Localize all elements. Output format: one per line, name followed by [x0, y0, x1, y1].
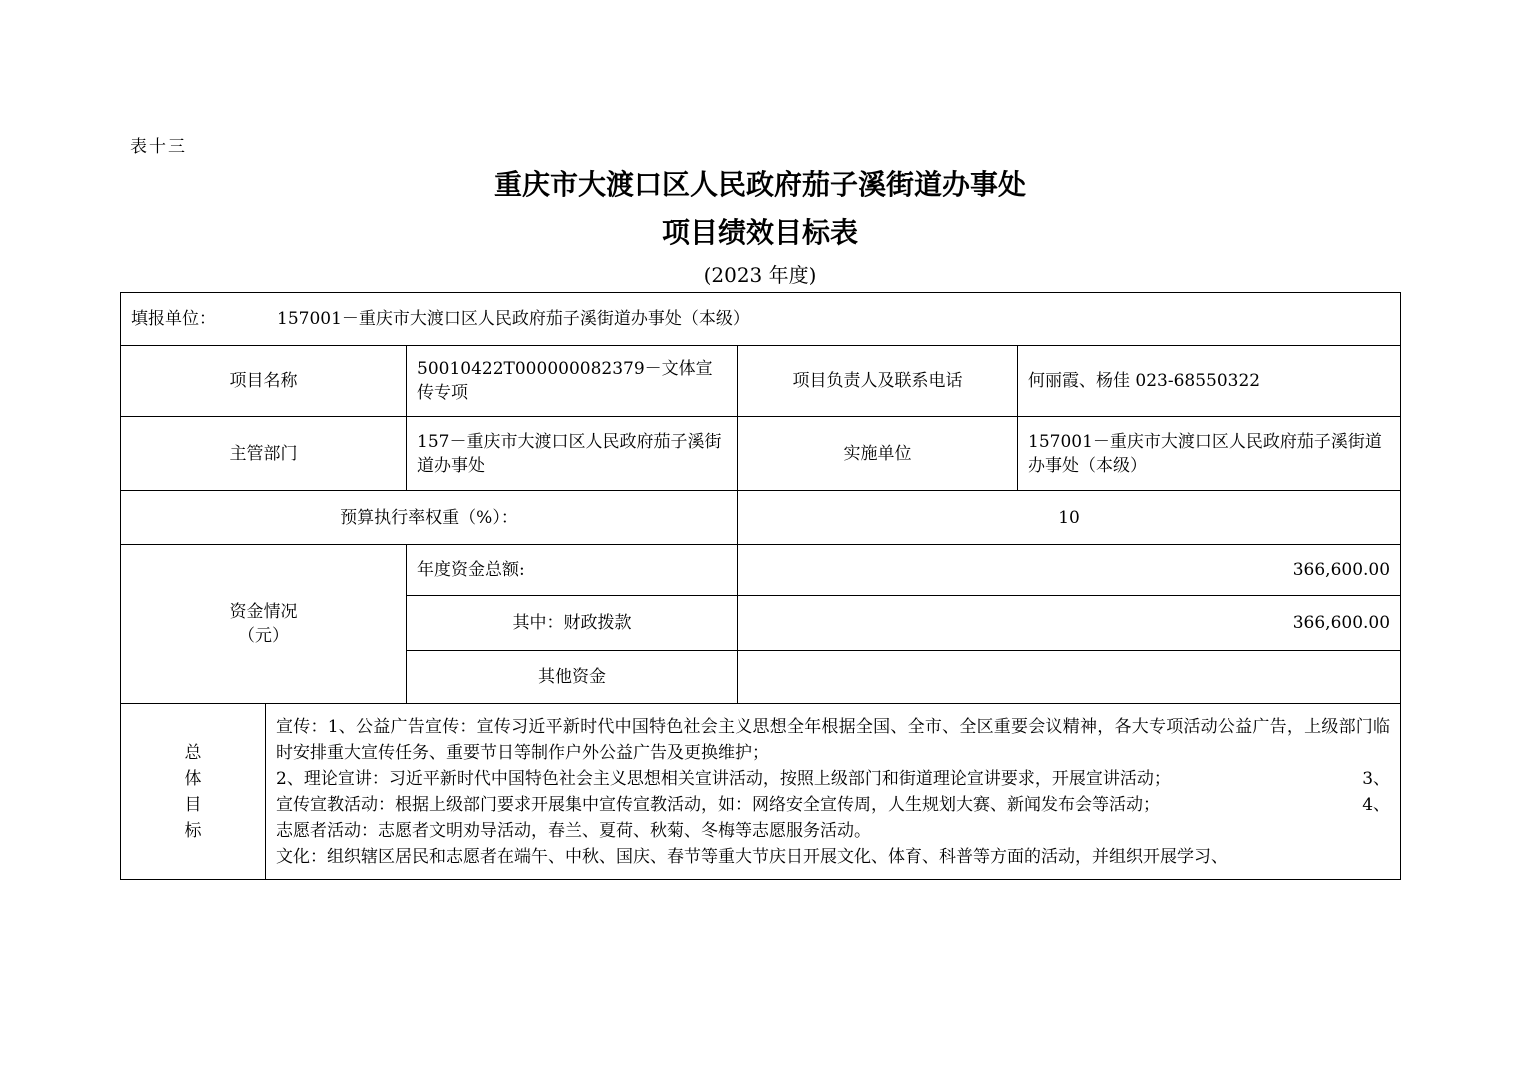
goal-label-char: 标	[184, 820, 202, 841]
implementing-unit-label: 实施单位	[738, 417, 1018, 491]
document-subtitle: 项目绩效目标表	[661, 216, 858, 249]
project-manager-value: 何丽霞、杨佳 023-68550322	[1018, 346, 1401, 417]
funds-label-unit: （元）	[238, 626, 289, 646]
goal-text-segment: 4、	[1362, 794, 1391, 815]
budget-weight-label: 预算执行率权重（%）：	[121, 491, 738, 545]
fiscal-year: (2023 年度)	[703, 263, 817, 287]
overall-goal-row	[121, 704, 1401, 880]
goal-text-line	[276, 766, 1390, 792]
other-funds-label: 其他资金	[407, 651, 738, 704]
table-number: 表十三	[130, 137, 187, 157]
funds-label	[121, 545, 407, 704]
project-manager-label: 项目负责人及联系电话	[738, 346, 1018, 417]
goal-text-line: 文化：组织辖区居民和志愿者在端午、中秋、国庆、春节等重大节庆日开展文化、体育、科普等方面的活动，并组织开展学习、	[276, 846, 1228, 867]
fiscal-allocation-label: 其中：财政拨款	[407, 596, 738, 651]
goal-text-line	[276, 792, 1390, 818]
goal-label-char: 总	[184, 742, 202, 763]
fiscal-allocation-value: 366,600.00	[738, 596, 1401, 651]
reporting-unit-label: 填报单位：	[131, 309, 216, 329]
supervising-dept-value: 157－重庆市大渡口区人民政府茄子溪街道办事处	[407, 417, 738, 491]
supervising-dept-label: 主管部门	[121, 417, 407, 491]
goal-label-char: 体	[184, 768, 202, 789]
department-row	[121, 417, 1401, 491]
goal-text-line: 宣传：1、公益广告宣传：宣传习近平新时代中国特色社会主义思想全年根据全国、全市、全区重要会议精神，各大专项活动公益广告，上级部门临时安排重大宣传任务、重要节日等制作户外公益广告及更换维护；	[276, 716, 1391, 763]
annual-total-row	[121, 545, 1401, 596]
reporting-unit-cell	[121, 293, 1401, 346]
project-name-label: 项目名称	[121, 346, 407, 417]
goal-text-segment: 2、理论宣讲：习近平新时代中国特色社会主义思想相关宣讲活动，按照上级部门和街道理论宣讲要求，开展宣讲活动；	[276, 768, 1171, 789]
other-funds-value	[738, 651, 1401, 704]
goal-text-line: 志愿者活动：志愿者文明劝导活动，春兰、夏荷、秋菊、冬梅等志愿服务活动。	[276, 820, 871, 841]
reporting-unit-value: 157001－重庆市大渡口区人民政府茄子溪街道办事处（本级）	[277, 309, 750, 329]
project-name-value: 50010422T000000082379－文体宣传专项	[407, 346, 738, 417]
annual-total-value: 366,600.00	[738, 545, 1401, 596]
budget-weight-value: 10	[738, 491, 1401, 545]
goal-text-segment: 3、	[1362, 768, 1391, 789]
project-name-row	[121, 346, 1401, 417]
goal-text-segment: 宣传宣教活动：根据上级部门要求开展集中宣传宣教活动，如：网络安全宣传周，人生规划大赛、新闻发布会等活动；	[276, 794, 1160, 815]
overall-goal-text	[266, 704, 1401, 880]
goal-label-char: 目	[184, 794, 202, 815]
document-title: 重庆市大渡口区人民政府茄子溪街道办事处	[493, 168, 1026, 201]
budget-weight-row	[121, 491, 1401, 545]
overall-goal-label	[121, 704, 266, 880]
reporting-unit-row	[121, 293, 1401, 346]
funds-label-main: 资金情况	[229, 602, 298, 622]
performance-goal-table	[120, 292, 1401, 880]
implementing-unit-value: 157001－重庆市大渡口区人民政府茄子溪街道办事处（本级）	[1018, 417, 1401, 491]
annual-total-label: 年度资金总额:	[407, 545, 738, 596]
